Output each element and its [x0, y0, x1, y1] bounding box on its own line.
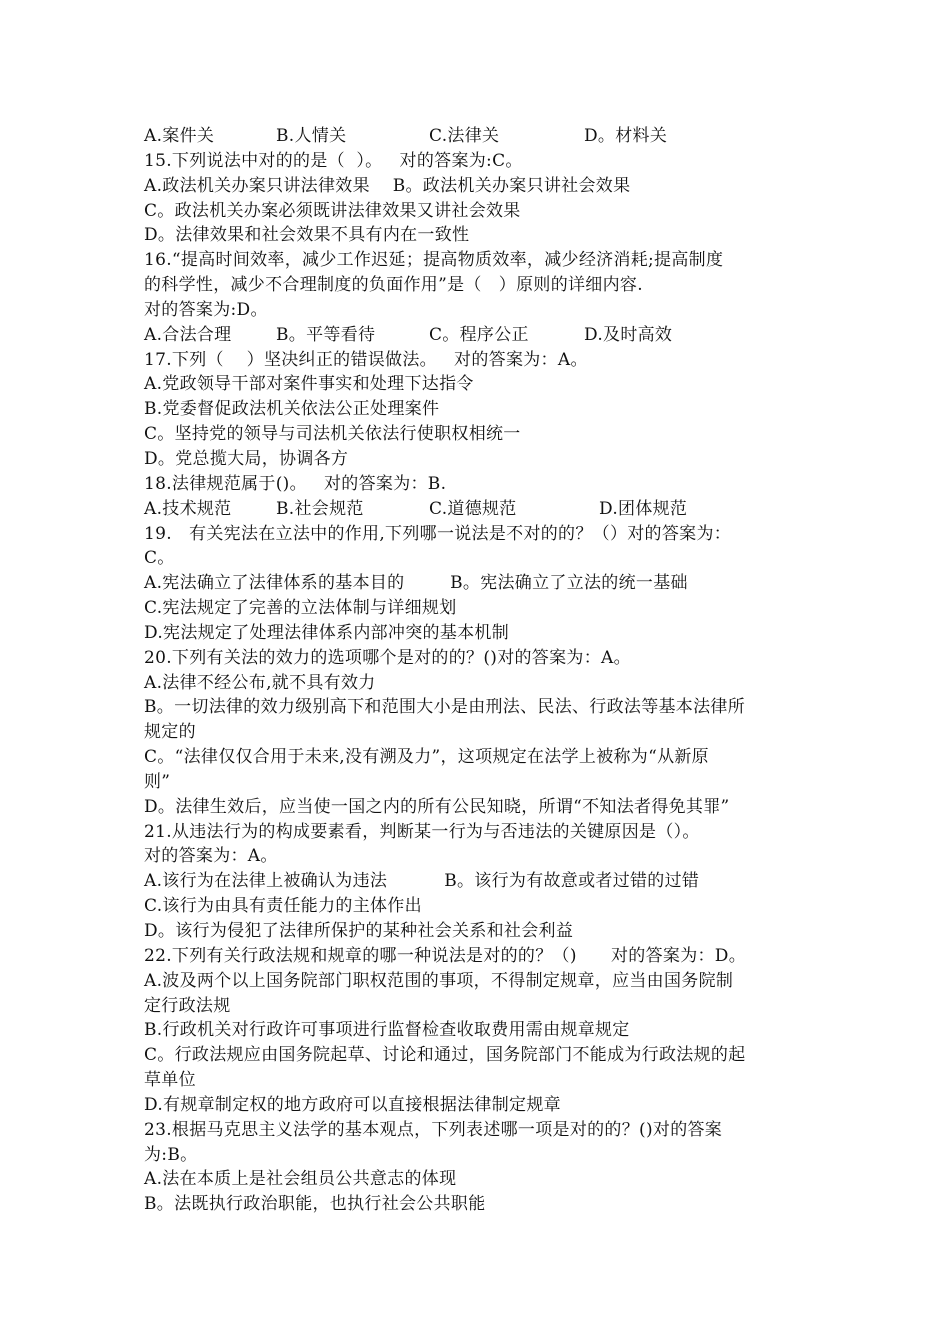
text-line: D。该行为侵犯了法律所保护的某种社会关系和社会利益: [144, 921, 574, 941]
text-line: C。: [144, 548, 175, 569]
text-line: 19. 有关宪法在立法中的作用,下列哪一说法是不对的的？（）对的答案为：: [144, 523, 732, 544]
options-row-q16: [144, 323, 814, 348]
option-b: B。平等看待: [276, 324, 376, 345]
text-line: 对的答案为：A。: [144, 846, 278, 867]
text-line: B.行政机关对行政许可事项进行监督检查收取费用需由规章规定: [144, 1020, 630, 1041]
text-line: 22.下列有关行政法规和规章的哪一种说法是对的的？（) 对的答案为：D。: [144, 945, 747, 966]
option-a: A.合法合理: [144, 324, 232, 345]
options-row-q18: [144, 497, 814, 522]
option-c: C。程序公正: [429, 324, 529, 345]
text-line: 定行政法规: [144, 995, 231, 1016]
text-line: B。法既执行政治职能，也执行社会公共职能: [144, 1194, 486, 1215]
text-line: 对的答案为:D。: [144, 299, 268, 320]
text-line: B。一切法律的效力级别高下和范围大小是由刑法、民法、行政法等基本法律所: [144, 697, 745, 718]
text-line: C。“法律仅仅合用于未来,没有溯及力”，这项规定在法学上被称为“从新原: [144, 747, 709, 768]
text-line: D.有规章制定权的地方政府可以直接根据法律制定规章: [144, 1094, 561, 1115]
text-line: 15.下列说法中对的的是（ ）。 对的答案为:C。: [144, 150, 523, 171]
text-line: C。坚持党的领导与司法机关依法行使职权相统一: [144, 424, 521, 445]
text-line: 23.根据马克思主义法学的基本观点，下列表述哪一项是对的的？()对的答案: [144, 1119, 723, 1140]
text-line: D。党总揽大局，协调各方: [144, 448, 349, 469]
document-body: [144, 124, 814, 1217]
option-d: D.及时高效: [584, 324, 673, 345]
text-line: A.宪法确立了法律体系的基本目的 B。宪法确立了立法的统一基础: [144, 573, 688, 594]
text-line: C。政法机关办案必须既讲法律效果又讲社会效果: [144, 200, 521, 221]
option-d: D.团体规范: [599, 498, 688, 519]
text-line: D.宪法规定了处理法律体系内部冲突的基本机制: [144, 622, 510, 643]
text-line: A.政法机关办案只讲法律效果 B。政法机关办案只讲社会效果: [144, 175, 631, 196]
text-line: 20.下列有关法的效力的选项哪个是对的的？()对的答案为：A。: [144, 647, 631, 668]
option-b: B.社会规范: [276, 498, 364, 519]
text-line: D。法律效果和社会效果不具有内在一致性: [144, 225, 470, 246]
text-line: C。行政法规应由国务院起草、讨论和通过，国务院部门不能成为行政法规的起: [144, 1045, 746, 1066]
text-line: A.法律不经公布,就不具有效力: [144, 672, 376, 693]
option-a: A.技术规范: [144, 498, 232, 519]
option-b: B.人情关: [276, 126, 347, 146]
text-line: C.宪法规定了完善的立法体制与详细规划: [144, 598, 457, 619]
text-line: 为:B。: [144, 1144, 198, 1165]
option-c: C.法律关: [429, 126, 500, 146]
option-a: A.案件关: [144, 126, 215, 146]
text-line: 的科学性，减少不合理制度的负面作用”是（ ）原则的详细内容.: [144, 275, 643, 296]
text-line: A.波及两个以上国务院部门职权范围的事项，不得制定规章，应当由国务院制: [144, 970, 734, 991]
option-d: D。材料关: [584, 126, 668, 146]
text-line: B.党委督促政法机关依法公正处理案件: [144, 399, 440, 420]
text-line: A.法在本质上是社会组员公共意志的体现: [144, 1169, 457, 1190]
option-c: C.道德规范: [429, 498, 517, 519]
text-line: 草单位: [144, 1070, 196, 1091]
text-line: 规定的: [144, 722, 196, 743]
text-line: 则”: [144, 771, 171, 792]
text-line: 17.下列（ ）坚决纠正的错误做法。 对的答案为：A。: [144, 349, 588, 370]
text-line: A.该行为在法律上被确认为违法 B。该行为有故意或者过错的过错: [144, 871, 700, 892]
text-line: 21.从违法行为的构成要素看，判断某一行为与否违法的关键原因是（）。: [144, 821, 700, 842]
text-line: 16.“提高时间效率，减少工作迟延；提高物质效率，减少经济消耗;提高制度: [144, 250, 724, 271]
options-row-q14: [144, 124, 814, 149]
text-line: D。法律生效后，应当使一国之内的所有公民知晓，所谓“不知法者得免其罪”: [144, 796, 730, 817]
text-line: 18.法律规范属于()。 对的答案为：B.: [144, 473, 447, 494]
text-line: C.该行为由具有责任能力的主体作出: [144, 896, 422, 917]
text-line: A.党政领导干部对案件事实和处理下达指令: [144, 374, 474, 395]
